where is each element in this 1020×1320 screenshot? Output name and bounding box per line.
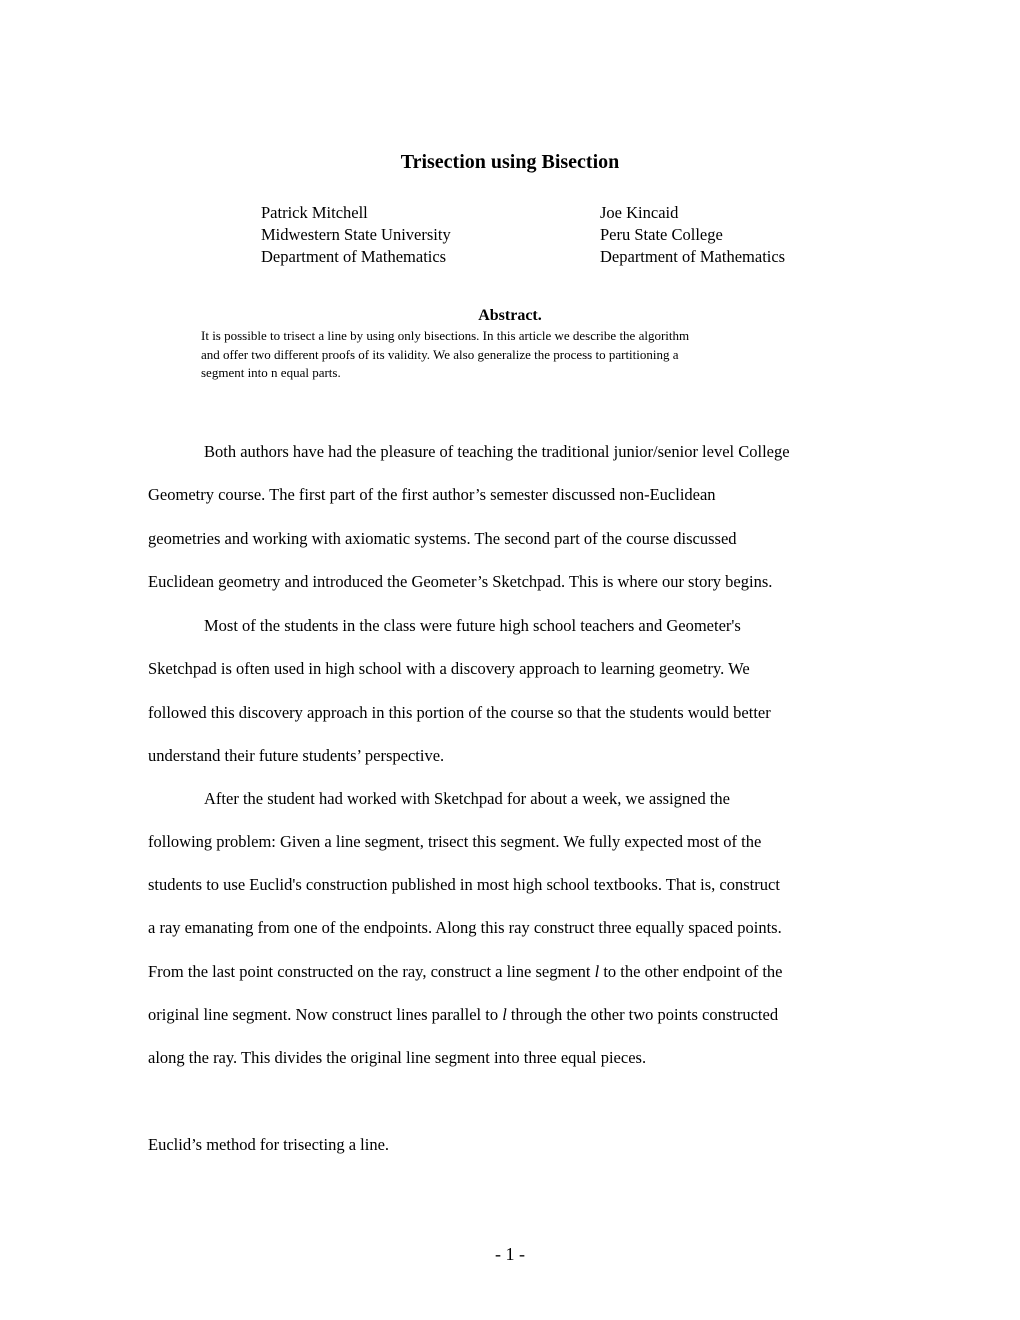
body-line: along the ray. This divides the original line segment into three equal pieces. [148,1048,647,1067]
author-department: Department of Mathematics [261,247,447,266]
body-line: Sketchpad is often used in high school with a discovery approach to learning geometry. We [148,659,750,678]
body-line: Geometry course. The first part of the first author’s semester discussed non-Euclidean [148,485,716,504]
body-line: Most of the students in the class were future high school teachers and Geometer's [204,616,741,635]
body-text: through the other two points constructed [510,1005,779,1024]
author-block-1 [261,202,451,268]
author-department: Department of Mathematics [600,247,786,266]
body-line: followed this discovery approach in this portion of the course so that the students would better [148,703,771,722]
author-institution: Peru State College [600,225,723,244]
author-block-2 [600,202,785,268]
author-name: Joe Kincaid [600,203,679,222]
author-institution: Midwestern State University [261,225,451,244]
abstract-line: segment into n equal parts. [201,365,341,380]
body-line: understand their future students’ perspective. [148,746,445,765]
body-text: From the last point constructed on the ray, construct a line segment [148,962,591,981]
body-line [148,962,783,982]
body-line [148,1005,778,1025]
variable-l: l [594,962,600,981]
body-line: a ray emanating from one of the endpoints. Along this ray construct three equally spaced points. [148,918,782,937]
figure-caption: Euclid’s method for trisecting a line. [148,1135,390,1154]
body-line: After the student had worked with Sketchpad for about a week, we assigned the [204,789,731,808]
page-number: - 1 - [495,1244,525,1264]
body-text: to the other endpoint of the [603,962,783,981]
abstract-line: It is possible to trisect a line by using only bisections. In this article we describe the algorithm [201,328,690,343]
abstract-line: and offer two different proofs of its validity. We also generalize the process to partitioning a [201,346,679,362]
body-line: students to use Euclid's construction published in most high school textbooks. That is, construct [148,875,780,894]
variable-l: l [502,1005,507,1024]
body-text: original line segment. Now construct lines parallel to [148,1005,499,1024]
body-line: Both authors have had the pleasure of teaching the traditional junior/senior level College [204,442,790,461]
body-line: geometries and working with axiomatic systems. The second part of the course discussed [148,529,737,548]
paper-title: Trisection using Bisection [400,151,620,173]
body-line: Euclidean geometry and introduced the Geometer’s Sketchpad. This is where our story begins. [148,572,773,591]
abstract-heading: Abstract. [478,307,542,324]
abstract-text [201,327,811,383]
author-name: Patrick Mitchell [261,203,368,222]
body-line: following problem: Given a line segment, trisect this segment. We fully expected most of the [148,832,762,851]
